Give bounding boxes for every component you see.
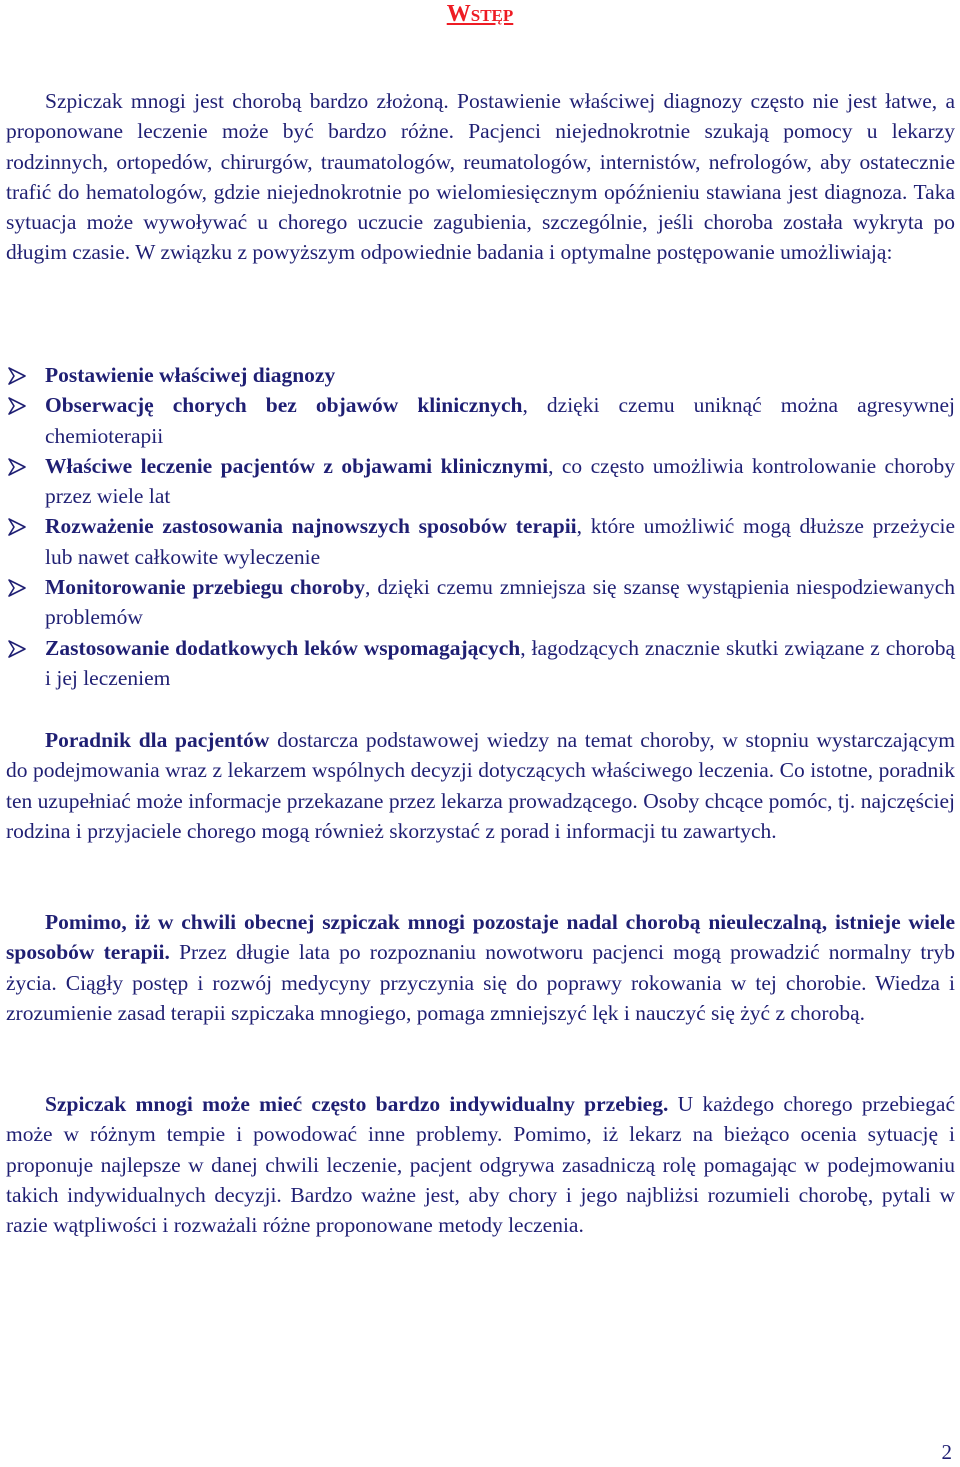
list-item-text: , dzięki czemu zmniejsza się szansę wystąpienia niespodziewanych problemów xyxy=(45,575,955,630)
list-item-bold: Obserwację chorych bez objawów klinicznych xyxy=(45,393,523,418)
arrow-bullet-icon xyxy=(6,578,28,598)
arrow-bullet-icon xyxy=(6,457,28,477)
list-item-text: , łagodzących znacznie skutki związane z chorobą i jej leczeniem xyxy=(45,635,955,690)
list-item xyxy=(6,390,955,451)
list-item-bold: Rozważenie zastosowania najnowszych sposobów terapii xyxy=(45,514,577,539)
therapy-paragraph xyxy=(6,907,955,1028)
benefits-list xyxy=(6,360,955,693)
list-item-text: , które umożliwić mogą dłuższe przeżycie lub nawet całkowite wyleczenie xyxy=(45,514,955,569)
list-item-bold: Zastosowanie dodatkowych leków wspomagających xyxy=(45,635,521,660)
list-item-bold: Postawienie właściwej diagnozy xyxy=(45,363,336,387)
course-paragraph-bold: Szpiczak mnogi może mieć często bardzo indywidualny przebieg. xyxy=(45,1092,669,1116)
list-item-text: , co często umożliwia kontrolowanie choroby przez wiele lat xyxy=(45,453,955,509)
arrow-bullet-icon xyxy=(6,517,28,537)
list-item xyxy=(6,451,955,512)
arrow-bullet-icon xyxy=(6,396,28,416)
arrow-bullet-icon xyxy=(6,366,28,386)
guide-paragraph-bold: Poradnik dla pacjentów xyxy=(45,728,270,752)
list-item-text: , dzięki czemu uniknąć można agresywnej chemioterapii xyxy=(45,393,955,448)
therapy-paragraph-bold: Pomimo, iż w chwili obecnej szpiczak mnogi pozostaje nadal chorobą nieuleczalną, istnieje wiele sposobów terapii. xyxy=(6,910,955,965)
list-item xyxy=(6,633,955,694)
arrow-bullet-icon xyxy=(6,639,28,659)
list-item-bold: Monitorowanie przebiegu choroby xyxy=(45,575,366,600)
list-item-bold: Właściwe leczenie pacjentów z objawami klinicznymi xyxy=(45,453,549,478)
course-paragraph-text: U każdego chorego przebiegać może w różnym tempie i powodować inne problemy. Pomimo, iż lekarz na bieżąco ocenia sytuację i proponuje najlepsze w danej chwili leczenie, pacjent odgrywa zasadniczą rolę pomagając w podejmowaniu takich indywidualnych decyzji. Bardzo ważne jest, aby chory i jego najbliżsi rozumieli chorobę, pytali w razie wątpliwości i rozważali różne proponowane metody leczenia. xyxy=(6,1092,955,1238)
intro-paragraph: Szpiczak mnogi jest chorobą bardzo złożoną. Postawienie właściwej diagnozy często nie jest łatwe, a proponowane leczenie może być bardzo różne. Pacjenci niejednokrotnie szukają pomocy u lekarzy rodzinnych, ortopedów, chirurgów, traumatologów, reumatologów, internistów, nefrologów, aby ostatecznie trafić do hematologów, gdzie niejednokrotnie po wielomiesięcznym opóźnieniu stawiana jest diagnoza. Taka sytuacja może wywoływać u chorego uczucie zagubienia, szczególnie, jeśli choroba została wykryta po długim czasie. W związku z powyższym odpowiednie badania i optymalne postępowanie umożliwiają: xyxy=(6,89,955,265)
therapy-paragraph-text: Przez długie lata po rozpoznaniu nowotworu pacjenci mogą prowadzić normalny tryb życia. Ciągły postęp i rozwój medycyny przyczynia się do poprawy rokowania w tej chorobie. Wiedza i zrozumienie zasad terapii szpiczaka mnogiego, pomaga zmniejszyć lęk i nauczyć się żyć z chorobą. xyxy=(6,940,956,1025)
guide-paragraph-text: dostarcza podstawowej wiedzy na temat choroby, w stopniu wystarczającym do podejmowania wraz z lekarzem wspólnych decyzji dotyczących właściwego leczenia. Co istotne, poradnik ten uzupełniać może informacje przekazane przez lekarza prowadzącego. Osoby chcące pomóc, tj. najczęściej rodzina i przyjaciele chorego mogą również skorzystać z porad i informacji tu zawartych. xyxy=(6,728,955,843)
list-item xyxy=(6,572,955,633)
list-item xyxy=(6,511,955,572)
page-heading: Wstęp xyxy=(446,1,514,27)
list-item xyxy=(6,360,955,390)
course-paragraph xyxy=(6,1089,955,1240)
page-number: 2 xyxy=(941,1440,952,1464)
guide-paragraph xyxy=(6,725,955,846)
